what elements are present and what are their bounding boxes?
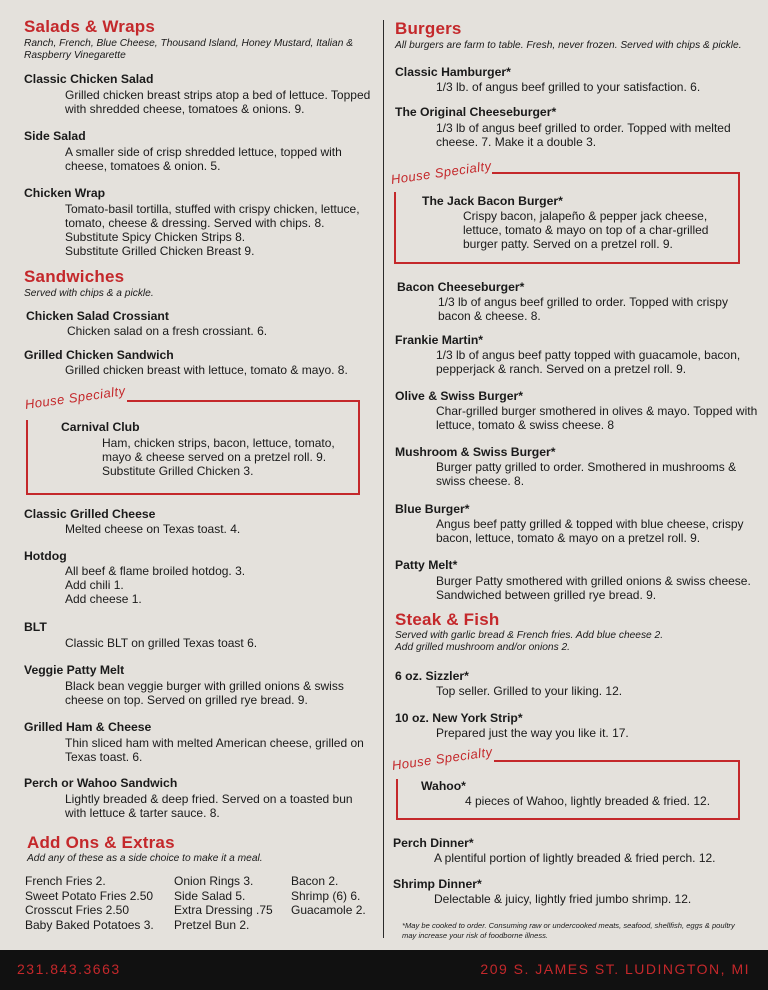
addons-list-1: French Fries 2. Sweet Potato Fries 2.50 Crosscut Fries 2.50 Baby Baked Potatoes 3. [25, 874, 154, 932]
item-name: The Original Cheeseburger* [395, 105, 557, 119]
item-name: Perch Dinner* [393, 836, 474, 850]
item-description: Prepared just the way you like it. 17. [436, 726, 629, 740]
item-name: Shrimp Dinner* [393, 877, 482, 891]
item-description: Chicken salad on a fresh crossiant. 6. [67, 324, 268, 338]
item-description: Classic BLT on grilled Texas toast 6. [65, 636, 258, 650]
item-name: Veggie Patty Melt [24, 663, 125, 677]
item-description: Grilled chicken breast strips atop a bed of lettuce. Topped with shredded cheese, tomatoes & onions. 9. [65, 88, 371, 116]
item-name: Perch or Wahoo Sandwich [24, 776, 178, 790]
item-name: Carnival Club [61, 420, 140, 434]
burgers-title: Burgers [395, 19, 462, 38]
box-top-edge [492, 172, 740, 174]
item-name: Classic Hamburger* [395, 65, 511, 79]
item-description: Burger Patty smothered with grilled onions & swiss cheese. Sandwiched between grilled rye bread. 9. [436, 574, 751, 602]
item-name: Hotdog [24, 549, 67, 563]
salads-title: Salads & Wraps [24, 17, 155, 36]
box-top-edge [127, 400, 360, 402]
item-description: A smaller side of crisp shredded lettuce, topped with cheese, tomatoes & onion. 5. [65, 145, 342, 173]
item-name: Chicken Wrap [24, 186, 106, 200]
house-specialty-label: House Specialty [390, 744, 494, 773]
sandwiches-note: Served with chips & a pickle. [24, 288, 154, 299]
box-top-edge [494, 760, 740, 762]
item-description: Top seller. Grilled to your liking. 12. [436, 684, 623, 698]
column-divider [383, 20, 384, 938]
item-description: A plentiful portion of lightly breaded & fried perch. 12. [434, 851, 716, 865]
item-name: Olive & Swiss Burger* [395, 389, 524, 403]
item-description: Delectable & juicy, lightly fried jumbo shrimp. 12. [434, 892, 692, 906]
item-description: Burger patty grilled to order. Smothered in mushrooms & swiss cheese. 8. [436, 460, 737, 488]
item-description: Tomato-basil tortilla, stuffed with crispy chicken, lettuce, tomato, cheese & dressing. Served with chips. 8. Substitute Spicy Chicken Strips 8. Substitute Grilled Chicken Breast 9. [65, 202, 360, 258]
footer-bar [0, 950, 768, 990]
addons-list-3: Bacon 2. Shrimp (6) 6. Guacamole 2. [291, 874, 366, 917]
item-name: Classic Chicken Salad [24, 72, 154, 86]
item-description: 1/3 lb of angus beef grilled to order. Topped with crispy bacon & cheese. 8. [438, 295, 728, 323]
item-name: Grilled Ham & Cheese [24, 720, 152, 734]
box-left-edge [396, 779, 398, 820]
item-name: Chicken Salad Crossiant [26, 309, 169, 323]
footer-phone: 231.843.3663 [17, 961, 121, 977]
item-name: Classic Grilled Cheese [24, 507, 156, 521]
addons-list-2: Onion Rings 3. Side Salad 5. Extra Dressing .75 Pretzel Bun 2. [174, 874, 273, 932]
item-description: Melted cheese on Texas toast. 4. [65, 522, 241, 536]
item-description: Lightly breaded & deep fried. Served on a toasted bun with lettuce & tarter sauce. 8. [65, 792, 353, 820]
burgers-note: All burgers are farm to table. Fresh, never frozen. Served with chips & pickle. [395, 40, 742, 51]
item-name: 10 oz. New York Strip* [395, 711, 523, 725]
item-description: Char-grilled burger smothered in olives & mayo. Topped with lettuce, tomato & swiss cheese. 8 [436, 404, 758, 432]
item-name: Wahoo* [421, 779, 466, 793]
item-description: Angus beef patty grilled & topped with blue cheese, crispy bacon, lettuce, tomato & mayo on a pretzel roll. 9. [436, 517, 744, 545]
item-name: Blue Burger* [395, 502, 470, 516]
steak-note: Served with garlic bread & French fries. Add blue cheese 2. Add grilled mushroom and/or onions 2. [395, 630, 664, 653]
item-name: 6 oz. Sizzler* [395, 669, 469, 683]
allergy-footnote: *May be cooked to order. Consuming raw or undercooked meats, seafood, shellfish, eggs & poultry may increase your risk of foodborne illness. [402, 921, 735, 940]
item-name: Patty Melt* [395, 558, 458, 572]
item-description: Ham, chicken strips, bacon, lettuce, tomato, mayo & cheese served on a pretzel roll. 9. Substitute Grilled Chicken 3. [102, 436, 335, 478]
item-name: Mushroom & Swiss Burger* [395, 445, 556, 459]
house-specialty-label: House Specialty [389, 158, 493, 187]
item-description: 1/3 lb of angus beef grilled to order. Topped with melted cheese. 7. Make it a double 3. [436, 121, 731, 149]
addons-title: Add Ons & Extras [27, 833, 175, 852]
sandwiches-title: Sandwiches [24, 267, 125, 286]
item-name: BLT [24, 620, 47, 634]
addons-note: Add any of these as a side choice to make it a meal. [27, 853, 263, 864]
box-left-edge [26, 420, 28, 495]
footer-address: 209 S. JAMES ST. LUDINGTON, MI [480, 961, 750, 977]
item-description: 4 pieces of Wahoo, lightly breaded & fried. 12. [465, 794, 711, 808]
item-description: All beef & flame broiled hotdog. 3. Add chili 1. Add cheese 1. [65, 564, 246, 606]
item-name: Grilled Chicken Sandwich [24, 348, 174, 362]
box-left-edge [394, 192, 396, 264]
item-name: The Jack Bacon Burger* [422, 194, 563, 208]
item-name: Side Salad [24, 129, 86, 143]
item-description: Thin sliced ham with melted American cheese, grilled on Texas toast. 6. [65, 736, 364, 764]
steak-title: Steak & Fish [395, 610, 500, 629]
salads-note: Ranch, French, Blue Cheese, Thousand Island, Honey Mustard, Italian & Raspberry Vinegarette [24, 38, 354, 61]
item-description: Black bean veggie burger with grilled onions & swiss cheese on top. Served on grilled rye bread. 9. [65, 679, 344, 707]
item-description: 1/3 lb of angus beef patty topped with guacamole, bacon, pepperjack & ranch. Served on a pretzel roll. 9. [436, 348, 741, 376]
house-specialty-label: House Specialty [23, 383, 127, 412]
item-description: Crispy bacon, jalapeño & pepper jack cheese, lettuce, tomato & mayo on top of a char-grilled burger patty. Served on a pretzel roll. 9. [463, 209, 709, 251]
item-description: 1/3 lb. of angus beef grilled to your satisfaction. 6. [436, 80, 701, 94]
item-description: Grilled chicken breast with lettuce, tomato & mayo. 8. [65, 363, 348, 377]
item-name: Bacon Cheeseburger* [397, 280, 525, 294]
item-name: Frankie Martin* [395, 333, 484, 347]
